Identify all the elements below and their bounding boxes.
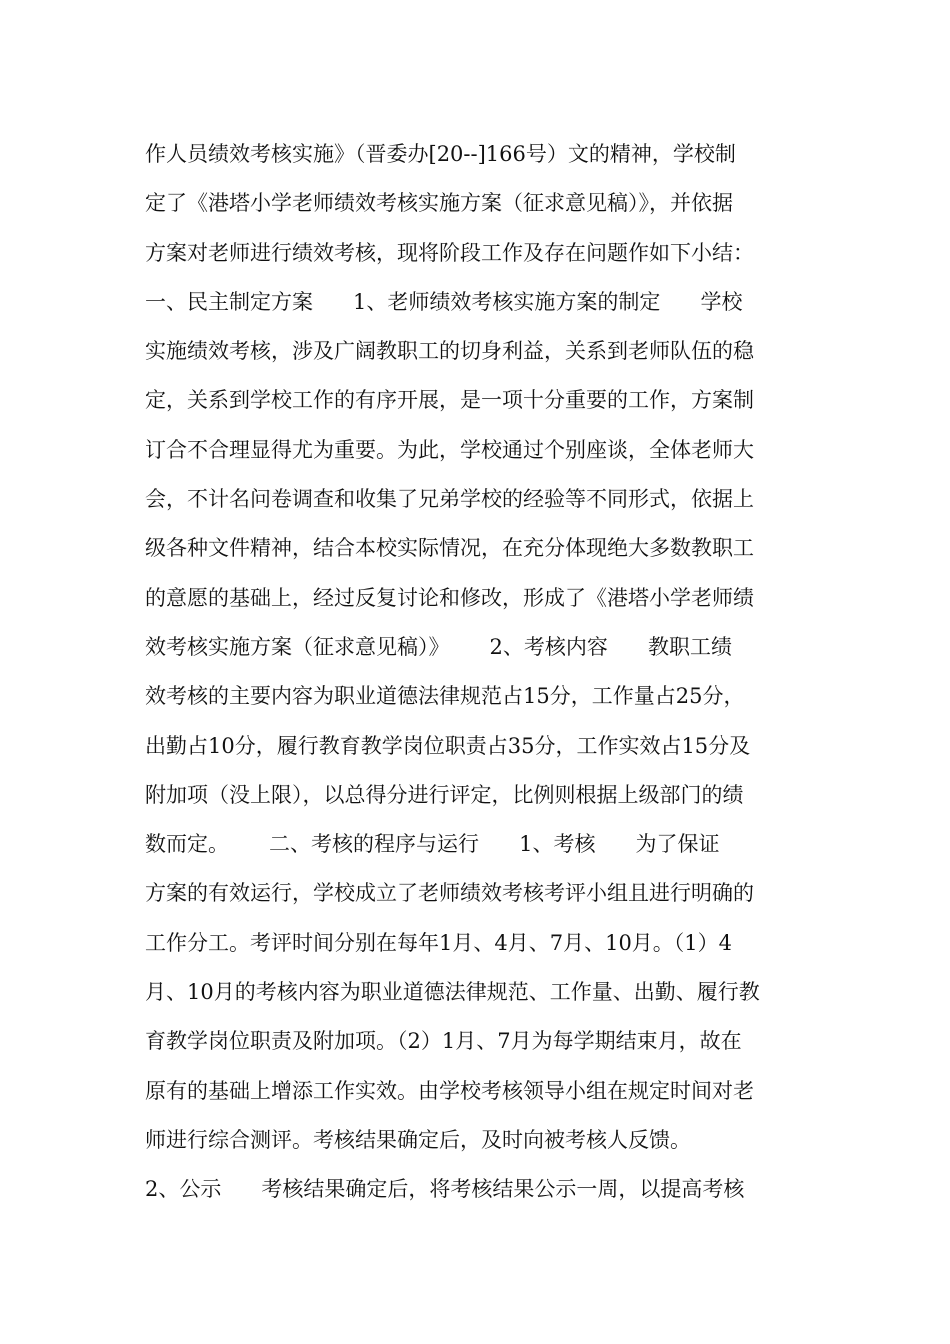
text-line: 会，不计名问卷调查和收集了兄弟学校的经验等不同形式，依据上 <box>145 487 754 512</box>
text-line: 定，关系到学校工作的有序开展，是一项十分重要的工作，方案制 <box>145 388 754 413</box>
text-line: 月、10月的考核内容为职业道德法律规范、工作量、出勤、履行教 <box>145 980 760 1005</box>
text-line: 效考核实施方案（征求意见稿）》 2、考核内容 教职工绩 <box>145 634 732 659</box>
text-line: 数而定。 二、考核的程序与运行 1、考核 为了保证 <box>145 832 720 857</box>
document-body-text <box>145 130 810 1215</box>
text-line: 效考核的主要内容为职业道德法律规范占15分，工作量占25分， <box>145 684 745 709</box>
text-line: 育教学岗位职责及附加项。（2）1月、7月为每学期结束月，故在 <box>145 1029 742 1054</box>
text-line: 实施绩效考核，涉及广阔教职工的切身利益，关系到老师队伍的稳 <box>145 339 754 364</box>
text-line: 一、民主制定方案 1、老师绩效考核实施方案的制定 学校 <box>145 289 743 314</box>
text-line: 定了《港塔小学老师绩效考核实施方案（征求意见稿）》，并依据 <box>145 191 733 216</box>
text-line: 工作分工。考评时间分别在每年1月、4月、7月、10月。（1）4 <box>145 930 733 955</box>
text-line: 方案的有效运行，学校成立了老师绩效考核考评小组且进行明确的 <box>145 881 754 906</box>
text-line: 订合不合理显得尤为重要。为此，学校通过个别座谈，全体老师大 <box>145 437 754 462</box>
text-line: 师进行综合测评。考核结果确定后，及时向被考核人反馈。 <box>145 1127 691 1152</box>
text-line: 作人员绩效考核实施》（晋委办[20--]166号）文的精神，学校制 <box>145 142 736 166</box>
text-line: 级各种文件精神，结合本校实际情况，在充分体现绝大多数教职工 <box>145 536 754 561</box>
text-line: 的意愿的基础上，经过反复讨论和修改，形成了《港塔小学老师绩 <box>145 585 754 610</box>
text-line: 方案对老师进行绩效考核，现将阶段工作及存在问题作如下小结： <box>145 240 754 265</box>
text-line: 原有的基础上增添工作实效。由学校考核领导小组在规定时间对老 <box>145 1078 754 1103</box>
text-line: 出勤占10分，履行教育教学岗位职责占35分，工作实效占15分及 <box>145 733 751 758</box>
text-line: 附加项（没上限），以总得分进行评定，比例则根据上级部门的绩 <box>145 782 744 807</box>
text-line: 2、公示 考核结果确定后，将考核结果公示一周，以提高考核 <box>145 1177 745 1202</box>
